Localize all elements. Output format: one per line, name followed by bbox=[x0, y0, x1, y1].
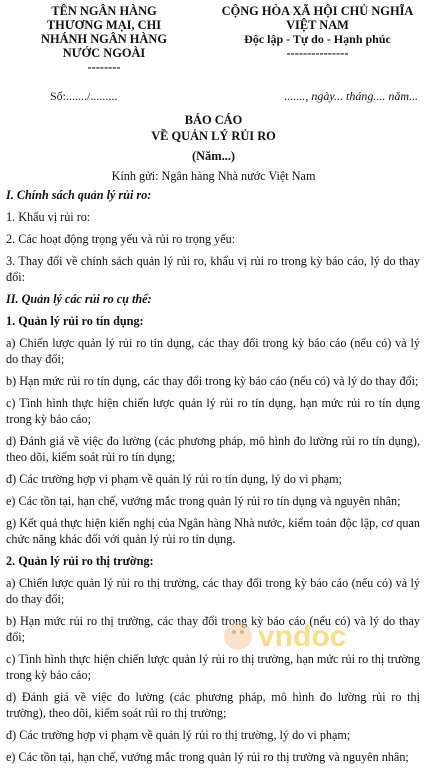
paragraph: b) Hạn mức rủi ro thị trường, các thay đổi trong kỳ báo cáo (nếu có) và lý do thay đổi; bbox=[6, 614, 420, 644]
report-year: (Năm...) bbox=[191, 149, 235, 163]
report-body bbox=[6, 187, 420, 771]
paragraph: a) Chiến lược quản lý rủi ro tín dụng, các thay đổi trong kỳ báo cáo (nếu có) và lý do thay đổi; bbox=[6, 336, 420, 366]
issuer-line: NHÁNH NGÂN HÀNG bbox=[41, 32, 167, 46]
motto-rule: --------------- bbox=[286, 46, 349, 60]
paragraph: c) Tình hình thực hiện chiến lược quản lý rủi ro tín dụng, hạn mức rủi ro tín dụng trong kỳ báo cáo; bbox=[6, 396, 420, 426]
paragraph: b) Hạn mức rủi ro tín dụng, các thay đổi trong kỳ báo cáo (nếu có) và lý do thay đổi; bbox=[6, 374, 419, 388]
country-name: CỘNG HÒA XÃ HỘI CHỦ NGHĨA VIỆT NAM bbox=[221, 4, 414, 32]
issuer-line: THƯƠNG MẠI, CHI bbox=[46, 18, 162, 32]
report-title: BÁO CÁO bbox=[184, 113, 243, 127]
section-heading: I. Chính sách quản lý rủi ro: bbox=[6, 188, 152, 202]
national-header bbox=[208, 4, 427, 60]
watermark-text: vndoc bbox=[258, 620, 347, 653]
paragraph: 3. Thay đổi về chính sách quản lý rủi ro, khẩu vị rủi ro trong kỳ báo cáo, lý do thay đổi: bbox=[6, 254, 420, 284]
section-heading: 2. Quản lý rủi ro thị trường: bbox=[6, 554, 154, 568]
paragraph: e) Các tồn tại, hạn chế, vướng mắc trong quản lý rủi ro tín dụng và nguyên nhân; bbox=[6, 494, 401, 508]
issuer-block bbox=[0, 4, 208, 74]
paragraph: a) Chiến lược quản lý rủi ro thị trường, các thay đổi trong kỳ báo cáo (nếu có) và lý do thay đổi; bbox=[6, 576, 420, 606]
paragraph: đ) Các trường hợp vi phạm về quản lý rủi ro tín dụng, lý do vi phạm; bbox=[6, 472, 342, 486]
paragraph: d) Đánh giá về việc đo lường (các phương pháp, mô hình đo lường rủi ro thị trường), theo dõi, kiểm soát rủi ro thị trường; bbox=[6, 690, 420, 720]
paragraph: g) Kết quả thực hiện kiến nghị của Ngân hàng Nhà nước, kiểm toán độc lập, cơ quan chức năng khác đối với quản lý rủi ro tín dụng. bbox=[6, 516, 420, 546]
section-heading: 1. Quản lý rủi ro tín dụng: bbox=[6, 314, 144, 328]
section-heading: II. Quản lý các rủi ro cụ thể: bbox=[6, 292, 152, 306]
paragraph: d) Đánh giá về việc đo lường (các phương pháp, mô hình đo lường rủi ro tín dụng), theo dõi, kiểm soát rủi ro tín dụng; bbox=[6, 434, 420, 464]
issuer-line: TÊN NGÂN HÀNG bbox=[51, 4, 157, 18]
paragraph: 2. Các hoạt động trọng yếu và rủi ro trọng yếu: bbox=[6, 232, 236, 246]
issuer-line: NƯỚC NGOÀI bbox=[62, 46, 146, 60]
national-motto: Độc lập - Tự do - Hạnh phúc bbox=[244, 32, 391, 46]
reference-row bbox=[0, 88, 427, 104]
paragraph: 1. Khẩu vị rủi ro: bbox=[6, 210, 91, 224]
paragraph: c) Tình hình thực hiện chiến lược quản lý rủi ro thị trường, hạn mức rủi ro thị trường trong kỳ báo cáo; bbox=[6, 652, 420, 682]
issuer-rule: -------- bbox=[87, 60, 121, 74]
report-subtitle: VỀ QUẢN LÝ RỦI RO bbox=[151, 129, 276, 143]
paragraph: đ) Các trường hợp vi phạm về quản lý rủi ro thị trường, lý do vi phạm; bbox=[6, 728, 351, 742]
recipient-line: Kính gửi: Ngân hàng Nhà nước Việt Nam bbox=[111, 169, 316, 183]
document-date: ......., ngày... tháng.... năm... bbox=[284, 89, 418, 103]
document-number: Số:......./......... bbox=[50, 89, 118, 103]
paragraph: e) Các tồn tại, hạn chế, vướng mắc trong quản lý rủi ro thị trường và nguyên nhân; bbox=[6, 750, 409, 764]
